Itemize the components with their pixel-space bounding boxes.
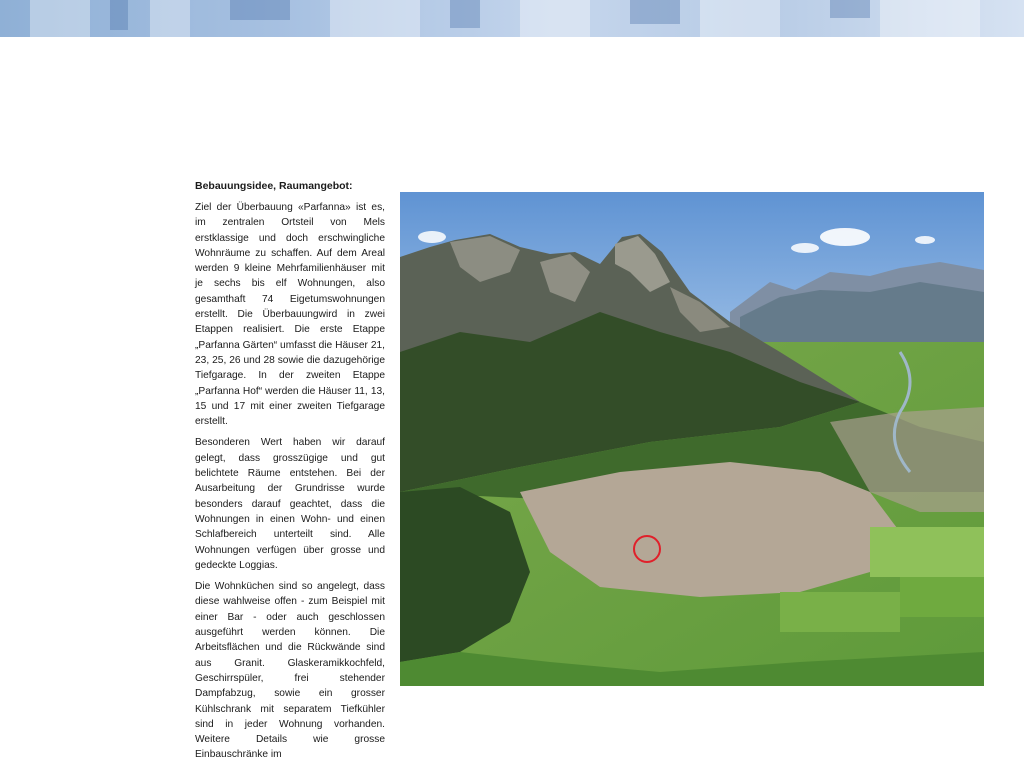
article-text — [195, 179, 385, 769]
cloud — [820, 228, 870, 246]
cloud — [418, 231, 446, 243]
cloud — [791, 243, 819, 253]
article-paragraph: Ziel der Überbauung «Parfanna» ist es, im zentralen Ortsteil von Mels erstklassige und doch erschwingliche Wohnräume zu schaffen. Auf dem Areal werden 9 kleine Mehrfamilienhäuser mit je sechs bis elf Wohnungen, also gesamthaft 74 Eigetumswohnungen erstellt. Die Überbauungwird in zwei Etappen realisiert. Die erste Etappe „Parfanna Gärten“ umfasst die Häuser 21, 23, 25, 26 und 28 sowie die dazugehörige Tiefgarage. In der zweiten Etappe „Parfanna Hof“ werden die Häuser 11, 13, 15 und 17 mit einer zweiten Tiefgarage erstellt. — [195, 202, 385, 428]
article-paragraph: Die Wohnküchen sind so angelegt, dass diese wahlweise offen - zum Beispiel mit einer Bar - oder auch geschlossen ausgeführt werden können. Die Arbeitsflächen und die Rückwände sind aus Granit. Glaskeramikkochfeld, Geschirrspüler, frei stehender Dampfabzug, sowie ein grosser Kühlschrank mit separatem Tiefkühler sind in jeder Wohnung vorhanden. Weitere Details wie grosse Einbauschränke im — [195, 581, 385, 761]
article-heading: Bebauungsidee, Raumangebot: — [195, 180, 353, 192]
header-banner — [0, 0, 1024, 37]
aerial-photo — [400, 192, 984, 686]
cloud — [915, 236, 935, 244]
article-paragraph: Besonderen Wert haben wir darauf gelegt, dass grosszügige und gut belichtete Räume entstehen. Bei der Ausarbeitung der Grundrisse wurde besonders darauf geachtet, dass die Wohnungen in einen Wohn- und einen Schlafbereich unterteilt sind. Alle Wohnungen verfügen über grosse und gedeckte Loggias. — [195, 437, 385, 571]
